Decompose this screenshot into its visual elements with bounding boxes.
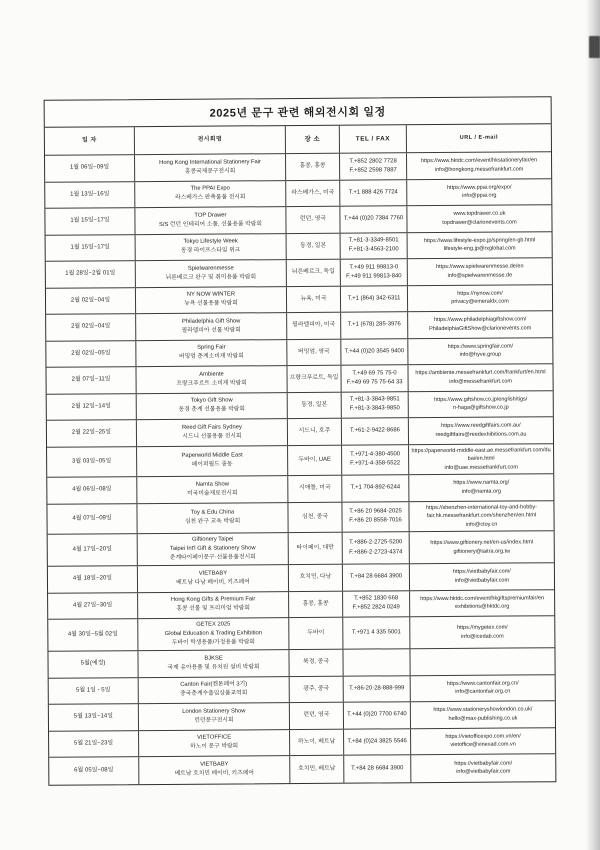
header-place: 장 소 [286, 126, 340, 153]
url-cell: https://www.hktdc.com/event/hkstationeryfair/en info@hongkong.messefrankfurt.com [420, 157, 538, 173]
exhibition-name-cell: Giftionery Taipei Taipei Int'l Gift & Stationery Show 춘계타이페이문구·선물용품전시회 [138, 533, 289, 565]
date-cell: 3월 03일~05일 [47, 447, 137, 477]
tel-cell: T.+81-3-3349-8501 F.+81-3-4563-2100 [341, 233, 408, 259]
exhibition-name-cell: Hong Kong Gifts & Premium Fair 홍콩 선물 및 프리미엄 박람회 [138, 592, 289, 619]
url-cell: https://vietofficexpo.com.vn/en/ vietoffice@vinexad.com.vn [445, 733, 521, 749]
url-cell: https://www.giftshow.co.jp/english/tigs/ n-haga@giftshow.co.jp [434, 396, 528, 412]
table-row [47, 391, 553, 421]
tel-cell: T.+81-3-3843-9851 F.+81-3-3843-9850 [342, 392, 409, 418]
place-cell: 두바이 [289, 618, 343, 649]
date-cell: 5월 13일~14일 [49, 704, 139, 730]
place-cell: 런던, 영국 [290, 703, 344, 729]
table-row [46, 311, 552, 341]
date-cell: 4월 06일~08일 [47, 477, 137, 503]
table-header-row [45, 124, 551, 156]
url-cell [410, 648, 554, 675]
exhibition-name-cell: The PPAI Expo 라스베가스 판촉물품 전시회 [135, 181, 286, 208]
url-cell: https://paperworld-middle-east.ae.messefrankfurt.com/dubai/en.html info@uae.messefrankfurt.com [411, 446, 551, 471]
table-row [47, 501, 553, 535]
url-cell: https://www.giftionery.net/en-us/index.html giftionery@taitra.org.tw [430, 539, 534, 555]
header-url-email: URL / E-mail [459, 134, 499, 142]
url-cell: https://www.reedgiftfairs.com.au/ reedgiftfairs@reedexhibitions.com.au [435, 422, 527, 438]
url-cell: https://www.stationeryshowlondon.co.uk/ hello@max-publishing.co.uk [433, 706, 533, 722]
tel-cell: T.+1 888 426 7724 [340, 180, 407, 206]
place-cell: 동경, 일본 [287, 233, 341, 259]
table-row [46, 338, 552, 368]
place-cell: 광주, 중국 [290, 676, 344, 702]
tel-cell: T.+86-20-28-888-999 [344, 676, 411, 702]
tel-cell: T.+971 4 335 5001 [343, 617, 410, 648]
place-cell: 북경, 중국 [289, 650, 343, 676]
exhibition-name-cell: TOP Drawer S/S 런던 인테리어 소품, 선물용품 박람회 [135, 207, 286, 234]
tel-cell: T.+61-2-9422-8686 [342, 418, 409, 444]
tel-cell: T.+44 (0)20 7700 6740 [344, 702, 411, 728]
table-row [45, 179, 551, 209]
table-row [46, 364, 552, 394]
tel-cell: T.+1 (678) 285-3976 [341, 312, 408, 338]
date-cell: 2월 12일~14일 [47, 394, 137, 420]
place-cell: 시애틀, 미국 [288, 476, 342, 502]
date-cell: 2월 02일~04일 [46, 288, 136, 314]
place-cell: 동경, 일본 [288, 392, 342, 418]
place-cell: 두바이, UAE [288, 445, 342, 475]
table-row [47, 474, 553, 504]
tel-cell: T.+86 20 9684-2025 F.+86 20 8558-7016 [342, 502, 409, 532]
place-cell: 호치민, 다낭 [289, 565, 343, 591]
place-cell: 버밍엄, 영국 [287, 339, 341, 365]
exhibition-name-cell: GETEX 2025 Global Education & Trading Exhibition 두바이 학생용품/가정용품 박람회 [138, 618, 289, 650]
table-row [48, 531, 554, 566]
tel-cell: T.+852 1830 668 F.+852 2824 0249 [343, 591, 410, 617]
place-cell: 호치민, 베트남 [290, 756, 344, 783]
place-cell: 홍콩, 홍콩 [289, 591, 343, 617]
tel-cell: T.+44 (0)20 3545 9400 [341, 339, 408, 365]
url-cell: https://www.lifestyle-expo.jp/spring/en-gb.html lifestyle-eng.jp@rxglobal.com [423, 237, 536, 253]
exhibition-name-cell: Tokyo Gift Show 동경 춘계 선물용품 박람회 [137, 393, 288, 420]
tel-cell: T.+84 (0)24 3825 5546 [344, 729, 411, 755]
tel-cell: T.+971-4-380-4500 F.+971-4-358-5522 [342, 445, 409, 475]
scan-edge-shadow [586, 0, 600, 850]
table-row [49, 701, 555, 731]
url-cell: https://www.springfair.com/ info@hyve.group [447, 343, 514, 359]
place-cell: 뉘른베르크, 독일 [287, 260, 341, 286]
date-cell: 2월 02일~05일 [46, 341, 136, 367]
header-tel-fax: TEL / FAX [340, 125, 407, 152]
header-exhibition-name: 전시회명 [135, 126, 286, 154]
exhibition-name-cell: VIETOFFICE 하노이 문구 박람회 [139, 730, 290, 757]
exhibition-name-cell: Paperworld Middle East 페이퍼월드 중동 [137, 446, 288, 477]
table-row [48, 648, 554, 678]
date-cell: 1월 15일~17일 [46, 235, 136, 261]
exhibition-name-cell: NY NOW WINTER 뉴욕 선물용품 박람회 [136, 287, 287, 314]
table-body [45, 152, 555, 784]
table-row [49, 728, 555, 758]
table-row [46, 258, 552, 288]
url-cell: https://www.hktdc.com/event/hkgiftspremiumfair/en exhibitions@hktdc.org [420, 595, 545, 611]
place-cell: 홍콩, 홍콩 [286, 154, 340, 180]
exhibition-name-cell: BJKSE 국제 유아용품 및 유치원 설비 박람회 [138, 650, 289, 677]
date-cell: 1월 13일~16일 [45, 182, 135, 208]
table-row [45, 152, 551, 182]
url-cell: https://ambiente.messefrankfurt.com/frankfurt/en.html info@messefrankfurt.com [415, 369, 546, 385]
tel-cell: T.+1 704-892-6244 [342, 475, 409, 501]
date-cell: 4월 17일~20일 [48, 534, 138, 566]
date-cell: 4월 30일~5월 02일 [48, 619, 138, 651]
date-cell: 1월 28일~2월 01일 [46, 261, 136, 287]
exhibition-name-cell: Spring Fair 버밍엄 춘계소비재 박람회 [136, 340, 287, 367]
tel-cell: T.+44 (0)20 7384 7760 [340, 206, 407, 232]
place-cell: 필라델피아, 미국 [287, 313, 341, 339]
place-cell: 타이페이, 대만 [289, 533, 343, 564]
table-row [47, 444, 553, 478]
exhibition-name-cell: Reed Gift Fairs Sydney 시드니 선물용품 전시회 [137, 419, 288, 446]
table-row [49, 675, 555, 705]
date-cell: 2월 07일~11일 [46, 367, 136, 393]
header-date: 일 자 [45, 127, 135, 155]
url-cell: https://vietbabyfair.com/ info@vietbabyfair.com [453, 568, 511, 584]
tel-cell: T.+49 69 75 75-0 F.+49 69 75 75-64 33 [341, 365, 408, 391]
exhibition-name-cell: Spielwarenmesse 뉘른베르크 완구 및 취미용품 박람회 [136, 260, 287, 287]
table-row [48, 563, 554, 593]
exhibition-name-cell: London Stationery Show 런던문구전시회 [139, 703, 290, 730]
url-cell: https://nynow.com/ privacy@emeraldx.com [451, 290, 509, 306]
date-cell: 5월 21일~23일 [49, 731, 139, 757]
place-cell: 프랑크푸르트, 독일 [287, 366, 341, 392]
url-cell: https://www.cantonfair.org.cn/ info@cantonfair.org.cn [446, 680, 519, 696]
place-cell: 라스베가스, 미국 [286, 180, 340, 206]
url-cell: https://vietbabyfair.com/ info@vietbabyfair.com [454, 760, 513, 776]
place-cell: 심천, 중국 [288, 502, 342, 532]
url-cell: https://www.spielwarenmesse.de/en info@spielwarenmesse.de [436, 263, 524, 279]
page-title: 2025년 문구 관련 해외전시회 일정 [45, 97, 551, 128]
exhibition-name-cell: Canton Fair(켄톤페어 3기) 중국춘계수출입상품교역회 [139, 677, 290, 704]
url-cell: https://www.ppai.org/expo/ info@ppai.org [446, 184, 512, 200]
table-row [48, 616, 554, 651]
date-cell: 1월 15일~17일 [45, 208, 135, 234]
date-cell: 1월 06일~09일 [45, 155, 135, 181]
tel-cell: T.+1 (864) 342-6311 [341, 286, 408, 312]
tel-cell: T.+852 2802 7728 F.+852 2598 7887 [340, 153, 407, 179]
exhibition-schedule-table [44, 96, 557, 785]
exhibition-name-cell: Namta Show 미국미술재료전시회 [137, 476, 288, 503]
date-cell: 4월 18일~20일 [48, 566, 138, 592]
scan-corner-mark [589, 36, 600, 58]
exhibition-name-cell: VIETBABY 베트남 호치민 베이비, 키즈페어 [139, 756, 290, 784]
url-cell: https://www.philadelphiagiftshow.com/ PhiladelphiaGiftShow@clarionevents.com [429, 316, 532, 332]
place-cell: 하노이, 베트남 [290, 729, 344, 755]
place-cell: 런던, 영국 [286, 207, 340, 233]
table-row [47, 417, 553, 447]
table-row [49, 754, 555, 784]
table-row [45, 205, 551, 235]
url-cell: https://www.namta.org/ info@namta.org [453, 479, 510, 495]
tel-cell: T.+84 28 6684 3900 [344, 755, 411, 782]
date-cell: 4월 27일~30일 [48, 593, 138, 619]
url-cell: https://shenzhen-international-toy-and-hobby- fair.hk.messefrankfurt.com/shenzhen/en.html info@ctoy.cn [425, 503, 537, 528]
table-row [46, 232, 552, 262]
tel-cell: T.+84 28 6684 3900 [343, 564, 410, 590]
exhibition-name-cell: Hong Kong International Stationery Fair 홍콩국제문구전시회 [135, 154, 286, 181]
exhibition-name-cell: Tokyo Lifestyle Week 동경 라이프스타일 위크 [136, 234, 287, 261]
table-row [48, 590, 554, 620]
exhibition-name-cell: VIETBABY 베트남 다낭 베이비, 키즈페어 [138, 565, 289, 592]
place-cell: 시드니, 호주 [288, 419, 342, 445]
date-cell: 4월 07일~09일 [47, 504, 137, 534]
exhibition-name-cell: Toy & Edu China 심천 완구 교육 박람회 [137, 503, 288, 534]
tel-cell: T.+886-2-2725-5200 F.+886-2-2723-4374 [343, 532, 410, 563]
url-cell: www.topdrawer.co.uk topdrawer@clarionevents.com [442, 210, 517, 226]
date-cell: 5월(예정) [48, 651, 138, 677]
place-cell: 뉴욕, 미국 [287, 286, 341, 312]
tel-cell: T.+49 911 99813-0 F.+49 911 99813-840 [341, 259, 408, 285]
date-cell: 2월 02일~04일 [46, 314, 136, 340]
url-cell: https://mygetex.com/ info@icedab.com [456, 624, 508, 640]
exhibition-name-cell: Ambiente 프랑크푸르트 소비재 박람회 [136, 366, 287, 393]
date-cell: 5월 1일 - 5일 [49, 678, 139, 704]
table-row [46, 285, 552, 315]
tel-cell [343, 649, 410, 675]
exhibition-name-cell: Philadelphia Gift Show 필라델피아 선물 박람회 [136, 313, 287, 340]
date-cell: 6월 05일~08일 [49, 757, 139, 784]
date-cell: 2월 22일~25일 [47, 420, 137, 446]
